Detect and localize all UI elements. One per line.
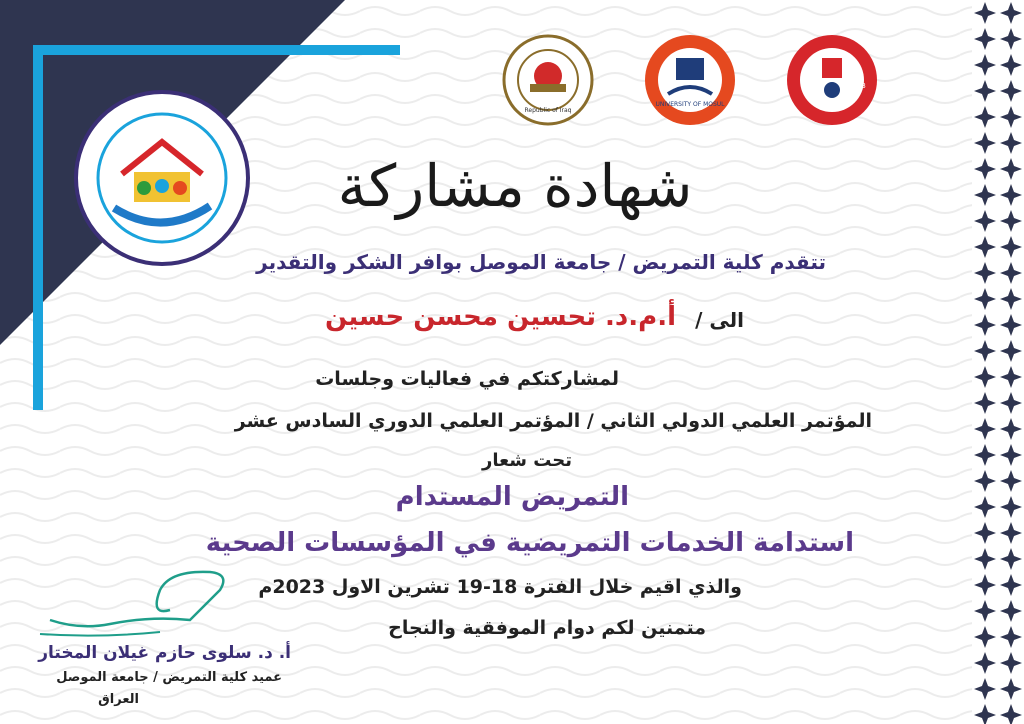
ministry-logo (500, 32, 596, 128)
participation-line: لمشاركتكم في فعاليات وجلسات (315, 368, 619, 390)
thanks-line: تتقدم كلية التمريض / جامعة الموصل بوافر الشكر والتقدير (256, 250, 826, 274)
svg-text:1412: 1412 (804, 82, 822, 90)
slogan-subtitle: استدامة الخدمات التمريضية في المؤسسات الصحية (205, 528, 854, 558)
svg-text:Republic of Iraq: Republic of Iraq (524, 107, 572, 114)
university-logo (642, 32, 738, 128)
to-prefix: الى / (695, 308, 744, 332)
date-line: والذي اقيم خلال الفترة 18-19 تشرين الاول 2023م (258, 576, 742, 598)
college-of-nursing-logo (784, 32, 880, 128)
header-logos (500, 32, 880, 132)
signatory-country: العراق (98, 692, 139, 707)
svg-text:UNIVERSITY OF MOSUL: UNIVERSITY OF MOSUL (655, 101, 725, 108)
signatory-name: أ. د. سلوى حازم غيلان المختار (38, 643, 291, 663)
slogan-title: التمريض المستدام (395, 482, 629, 512)
svg-text:1993: 1993 (848, 82, 866, 90)
signature-mark (20, 560, 260, 650)
wishes-line: متمنين لكم دوام الموفقية والنجاح (388, 617, 706, 639)
conference-line: المؤتمر العلمي الدولي الثاني / المؤتمر العلمي الدوري السادس عشر (234, 410, 872, 432)
slogan-intro: تحت شعار (481, 450, 572, 471)
signatory-role: عميد كلية التمريض / جامعة الموصل (56, 670, 282, 685)
certificate-title: شهادة مشاركة (337, 152, 693, 220)
recipient-name: أ.م.د. تحسين محسن حسين (325, 302, 676, 332)
decorative-pattern-strip (972, 0, 1024, 724)
conference-logo (72, 88, 252, 268)
